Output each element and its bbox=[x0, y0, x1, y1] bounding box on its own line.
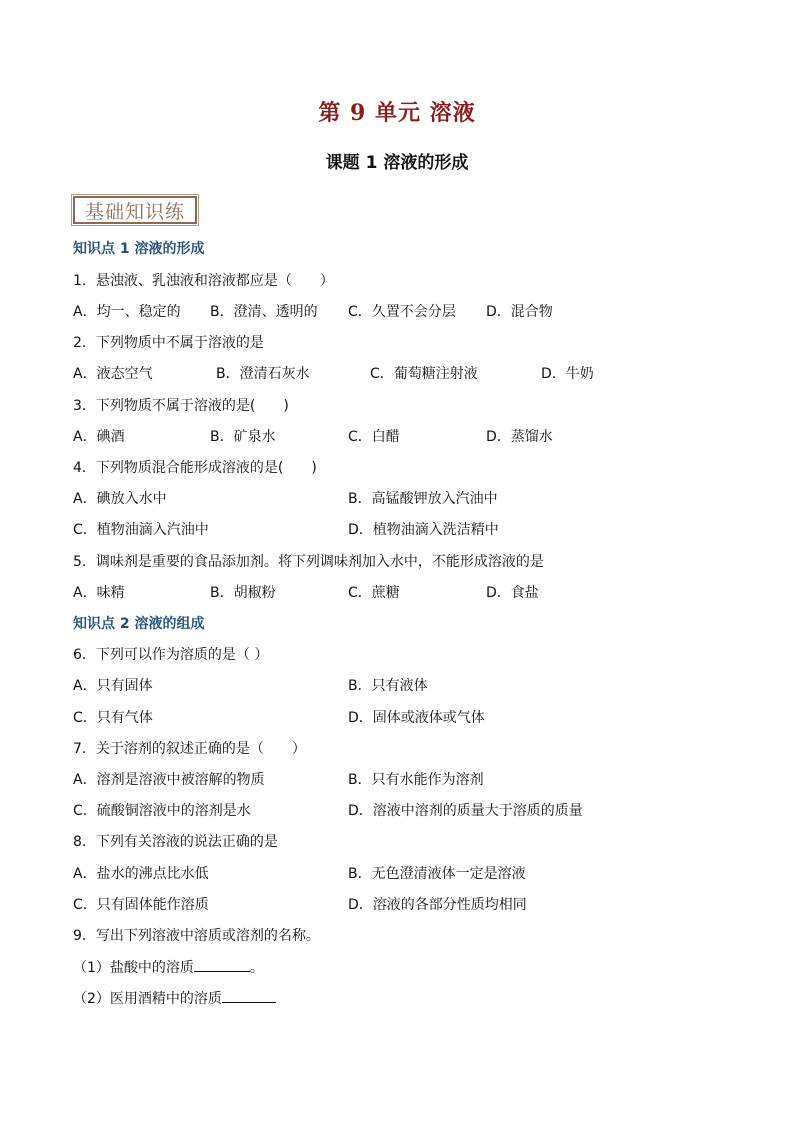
q4-stem: 4．下列物质混合能形成溶液的是( ) bbox=[73, 460, 317, 476]
q5-option-b: B．胡椒粉 bbox=[210, 585, 276, 601]
unit-title: 第 9 单元 溶液 bbox=[318, 100, 476, 126]
q7-option-b: B．只有水能作为溶剂 bbox=[348, 772, 484, 788]
section-label-box bbox=[73, 196, 197, 224]
q6-option-d: D．固体或液体或气体 bbox=[348, 710, 485, 726]
q8-option-a: A．盐水的沸点比水低 bbox=[73, 866, 209, 882]
q8-option-d: D．溶液的各部分性质均相同 bbox=[348, 897, 527, 913]
q5-stem: 5．调味剂是重要的食品添加剂。将下列调味剂加入水中，不能形成溶液的是 bbox=[73, 554, 544, 570]
q1-option-b: B．澄清、透明的 bbox=[210, 304, 318, 320]
q9-sub2-blank[interactable] bbox=[222, 988, 276, 1003]
q7-option-d: D．溶液中溶剂的质量大于溶质的质量 bbox=[348, 803, 583, 819]
knowledge-point-2: 知识点 2 溶液的组成 bbox=[73, 616, 205, 632]
q5-option-c: C．蔗糖 bbox=[348, 585, 400, 601]
q3-option-d: D．蒸馏水 bbox=[486, 429, 553, 445]
q1-option-c: C．久置不会分层 bbox=[348, 304, 456, 320]
q8-stem: 8．下列有关溶液的说法正确的是 bbox=[73, 834, 278, 850]
q9-sub1-text: （1）盐酸中的溶质 bbox=[73, 960, 194, 976]
q2-option-c: C．葡萄糖注射液 bbox=[370, 366, 478, 382]
q9-sub1-blank[interactable] bbox=[194, 957, 250, 972]
q7-stem: 7．关于溶剂的叙述正确的是（ ） bbox=[73, 741, 306, 757]
q3-stem: 3．下列物质不属于溶液的是( ) bbox=[73, 398, 289, 414]
q3-option-c: C．白醋 bbox=[348, 429, 400, 445]
q8-option-b: B．无色澄清液体一定是溶液 bbox=[348, 866, 526, 882]
q6-option-a: A．只有固体 bbox=[73, 678, 153, 694]
lesson-title: 课题 1 溶液的形成 bbox=[325, 153, 469, 173]
q4-option-c: C．植物油滴入汽油中 bbox=[73, 522, 209, 538]
q6-option-b: B．只有液体 bbox=[348, 678, 428, 694]
q9-sub2-text: （2）医用酒精中的溶质 bbox=[73, 991, 222, 1007]
q4-option-a: A．碘放入水中 bbox=[73, 491, 167, 507]
q4-option-b: B．高锰酸钾放入汽油中 bbox=[348, 491, 498, 507]
q1-stem: 1．悬浊液、乳浊液和溶液都应是（ ） bbox=[73, 273, 334, 289]
q2-option-b: B．澄清石灰水 bbox=[216, 366, 310, 382]
q5-option-d: D．食盐 bbox=[486, 585, 539, 601]
q9-sub1 bbox=[73, 957, 264, 977]
q4-option-d: D．植物油滴入洗洁精中 bbox=[348, 522, 499, 538]
q2-option-a: A．液态空气 bbox=[73, 366, 153, 382]
q9-stem: 9．写出下列溶液中溶质或溶剂的名称。 bbox=[73, 928, 320, 944]
q6-option-c: C．只有气体 bbox=[73, 710, 153, 726]
q5-option-a: A．味精 bbox=[73, 585, 125, 601]
q9-sub1-end: 。 bbox=[249, 960, 264, 976]
q3-option-a: A．碘酒 bbox=[73, 429, 125, 445]
q8-option-c: C．只有固体能作溶质 bbox=[73, 897, 209, 913]
q3-option-b: B．矿泉水 bbox=[210, 429, 276, 445]
knowledge-point-1: 知识点 1 溶液的形成 bbox=[73, 241, 205, 257]
q1-option-d: D．混合物 bbox=[486, 304, 553, 320]
q6-stem: 6．下列可以作为溶质的是（ ） bbox=[73, 647, 269, 663]
section-label: 基础知识练 bbox=[84, 200, 185, 223]
q7-option-c: C．硫酸铜溶液中的溶剂是水 bbox=[73, 803, 251, 819]
q1-option-a: A．均一、稳定的 bbox=[73, 304, 181, 320]
q2-option-d: D．牛奶 bbox=[541, 366, 594, 382]
q7-option-a: A．溶剂是溶液中被溶解的物质 bbox=[73, 772, 265, 788]
q2-stem: 2．下列物质中不属于溶液的是 bbox=[73, 335, 264, 351]
q9-sub2 bbox=[73, 988, 276, 1008]
